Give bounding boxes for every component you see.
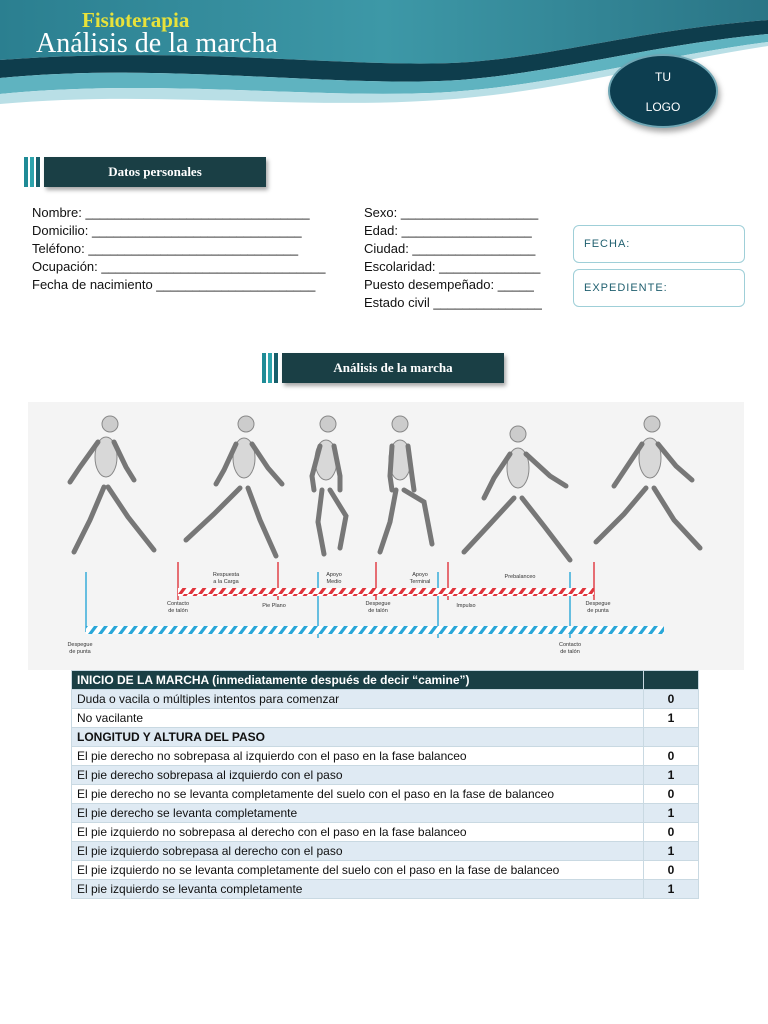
row-score[interactable]: 1 xyxy=(644,804,699,823)
logo-line-2: LOGO xyxy=(645,100,681,114)
field-ciudad[interactable]: Ciudad: _________________ xyxy=(364,241,536,256)
table-header-value xyxy=(644,671,699,690)
table-row xyxy=(72,804,699,823)
section-stripes xyxy=(262,353,278,383)
page-number: 1 xyxy=(730,64,742,86)
label-apoyo-medio-1: Apoyo xyxy=(326,572,342,578)
row-text: Duda o vacila o múltiples intentos para comenzar xyxy=(72,690,644,709)
section-title-personal: Datos personales xyxy=(44,157,266,187)
table-row xyxy=(72,766,699,785)
label-apoyo-medio-2: Medio xyxy=(326,579,342,585)
table-row xyxy=(72,823,699,842)
gait-score-table xyxy=(71,670,699,899)
label-respuesta-2: a la Carga xyxy=(213,579,239,585)
row-score[interactable]: 0 xyxy=(644,690,699,709)
row-score[interactable]: 0 xyxy=(644,747,699,766)
table-row xyxy=(72,861,699,880)
label-despegue-punta-right-1: Despegue xyxy=(585,601,611,607)
page-title: Análisis de la marcha xyxy=(36,28,278,59)
row-text: El pie izquierdo no sobrepasa al derecho con el paso en la fase balanceo xyxy=(72,823,644,842)
row-text: El pie izquierdo sobrepasa al derecho con el paso xyxy=(72,842,644,861)
gait-cycle-diagram xyxy=(28,402,744,670)
header-subtitle: Fisioterapia xyxy=(82,8,190,32)
row-score[interactable]: 0 xyxy=(644,823,699,842)
row-text: El pie derecho sobrepasa al izquierdo con el paso xyxy=(72,766,644,785)
row-score[interactable]: 0 xyxy=(644,861,699,880)
field-telefono[interactable]: Teléfono: _____________________________ xyxy=(32,241,299,256)
label-despegue-punta-right-2: de punta xyxy=(587,608,609,614)
stance-phase-bar xyxy=(178,588,594,596)
expediente-box[interactable]: EXPEDIENTE: xyxy=(573,269,745,307)
table-row xyxy=(72,785,699,804)
table-header-text: INICIO DE LA MARCHA (inmediatamente después de decir “camine”) xyxy=(72,671,644,690)
section-title-analysis: Análisis de la marcha xyxy=(282,353,504,383)
row-score[interactable]: 1 xyxy=(644,880,699,899)
row-text: El pie izquierdo no se levanta completamente del suelo con el paso en la fase de balanceo xyxy=(72,861,644,880)
label-despegue-talon-2: de talón xyxy=(368,608,388,614)
label-apoyo-terminal-2: Terminal xyxy=(409,579,431,585)
label-despegue-punta-left-1: Despegue xyxy=(67,642,93,648)
section-header-personal xyxy=(24,157,266,187)
table-header-row xyxy=(72,671,699,690)
table-row xyxy=(72,709,699,728)
field-nombre[interactable]: Nombre: _______________________________ xyxy=(32,205,310,220)
field-ocupacion[interactable]: Ocupación: _______________________________ xyxy=(32,259,326,274)
row-text: El pie derecho no sobrepasa al izquierdo con el paso en la fase balanceo xyxy=(72,747,644,766)
skeleton-figure-6 xyxy=(596,416,700,548)
row-text: El pie derecho se levanta completamente xyxy=(72,804,644,823)
skeleton-figure-1 xyxy=(70,416,154,552)
logo-placeholder xyxy=(608,54,718,128)
label-contacto-talon-2: de talón xyxy=(168,608,188,614)
table-row xyxy=(72,842,699,861)
skeleton-figure-5 xyxy=(464,426,570,560)
gait-illustration xyxy=(28,402,744,670)
swing-phase-bar xyxy=(86,626,664,634)
field-puesto[interactable]: Puesto desempeñado: _____ xyxy=(364,277,534,292)
skeleton-figure-3 xyxy=(312,416,346,554)
section-header-analysis xyxy=(262,353,504,383)
row-text: El pie izquierdo se levanta completamente xyxy=(72,880,644,899)
label-respuesta-1: Respuesta xyxy=(212,572,240,578)
personal-fields-right xyxy=(364,204,542,312)
row-score[interactable]: 1 xyxy=(644,842,699,861)
label-contacto-talon-1: Contacto xyxy=(166,601,190,607)
skeleton-figure-4 xyxy=(380,416,432,552)
table-row xyxy=(72,690,699,709)
label-contacto-talon-right-2: de talón xyxy=(560,649,580,655)
field-edad[interactable]: Edad: __________________ xyxy=(364,223,532,238)
field-sexo[interactable]: Sexo: ___________________ xyxy=(364,205,539,220)
field-estado-civil[interactable]: Estado civil _______________ xyxy=(364,295,542,310)
label-despegue-talon-1: Despegue xyxy=(365,601,391,607)
logo-line-1: TU xyxy=(655,70,671,84)
table-subheader-row xyxy=(72,728,699,747)
personal-fields-left xyxy=(32,204,326,294)
field-escolaridad[interactable]: Escolaridad: ______________ xyxy=(364,259,541,274)
skeleton-figure-2 xyxy=(186,416,282,556)
label-despegue-punta-left-2: de punta xyxy=(69,649,91,655)
row-text: No vacilante xyxy=(72,709,644,728)
field-fecha-nacimiento[interactable]: Fecha de nacimiento ______________________ xyxy=(32,277,316,292)
row-score[interactable]: 1 xyxy=(644,766,699,785)
section-stripes xyxy=(24,157,40,187)
row-score[interactable]: 0 xyxy=(644,785,699,804)
field-domicilio[interactable]: Domicilio: _____________________________ xyxy=(32,223,302,238)
label-impulso: Impulso xyxy=(456,603,476,609)
label-contacto-talon-right-1: Contacto xyxy=(558,642,582,648)
row-text: LONGITUD Y ALTURA DEL PASO xyxy=(72,728,644,747)
label-prebalanceo: Prebalanceo xyxy=(504,574,536,580)
table-row xyxy=(72,880,699,899)
row-score[interactable]: 1 xyxy=(644,709,699,728)
fecha-box[interactable]: FECHA: xyxy=(573,225,745,263)
row-text: El pie derecho no se levanta completamente del suelo con el paso en la fase de balanceo xyxy=(72,785,644,804)
row-score xyxy=(644,728,699,747)
label-apoyo-terminal-1: Apoyo xyxy=(412,572,428,578)
table-row xyxy=(72,747,699,766)
label-pie-plano: Pie Plano xyxy=(262,603,286,609)
